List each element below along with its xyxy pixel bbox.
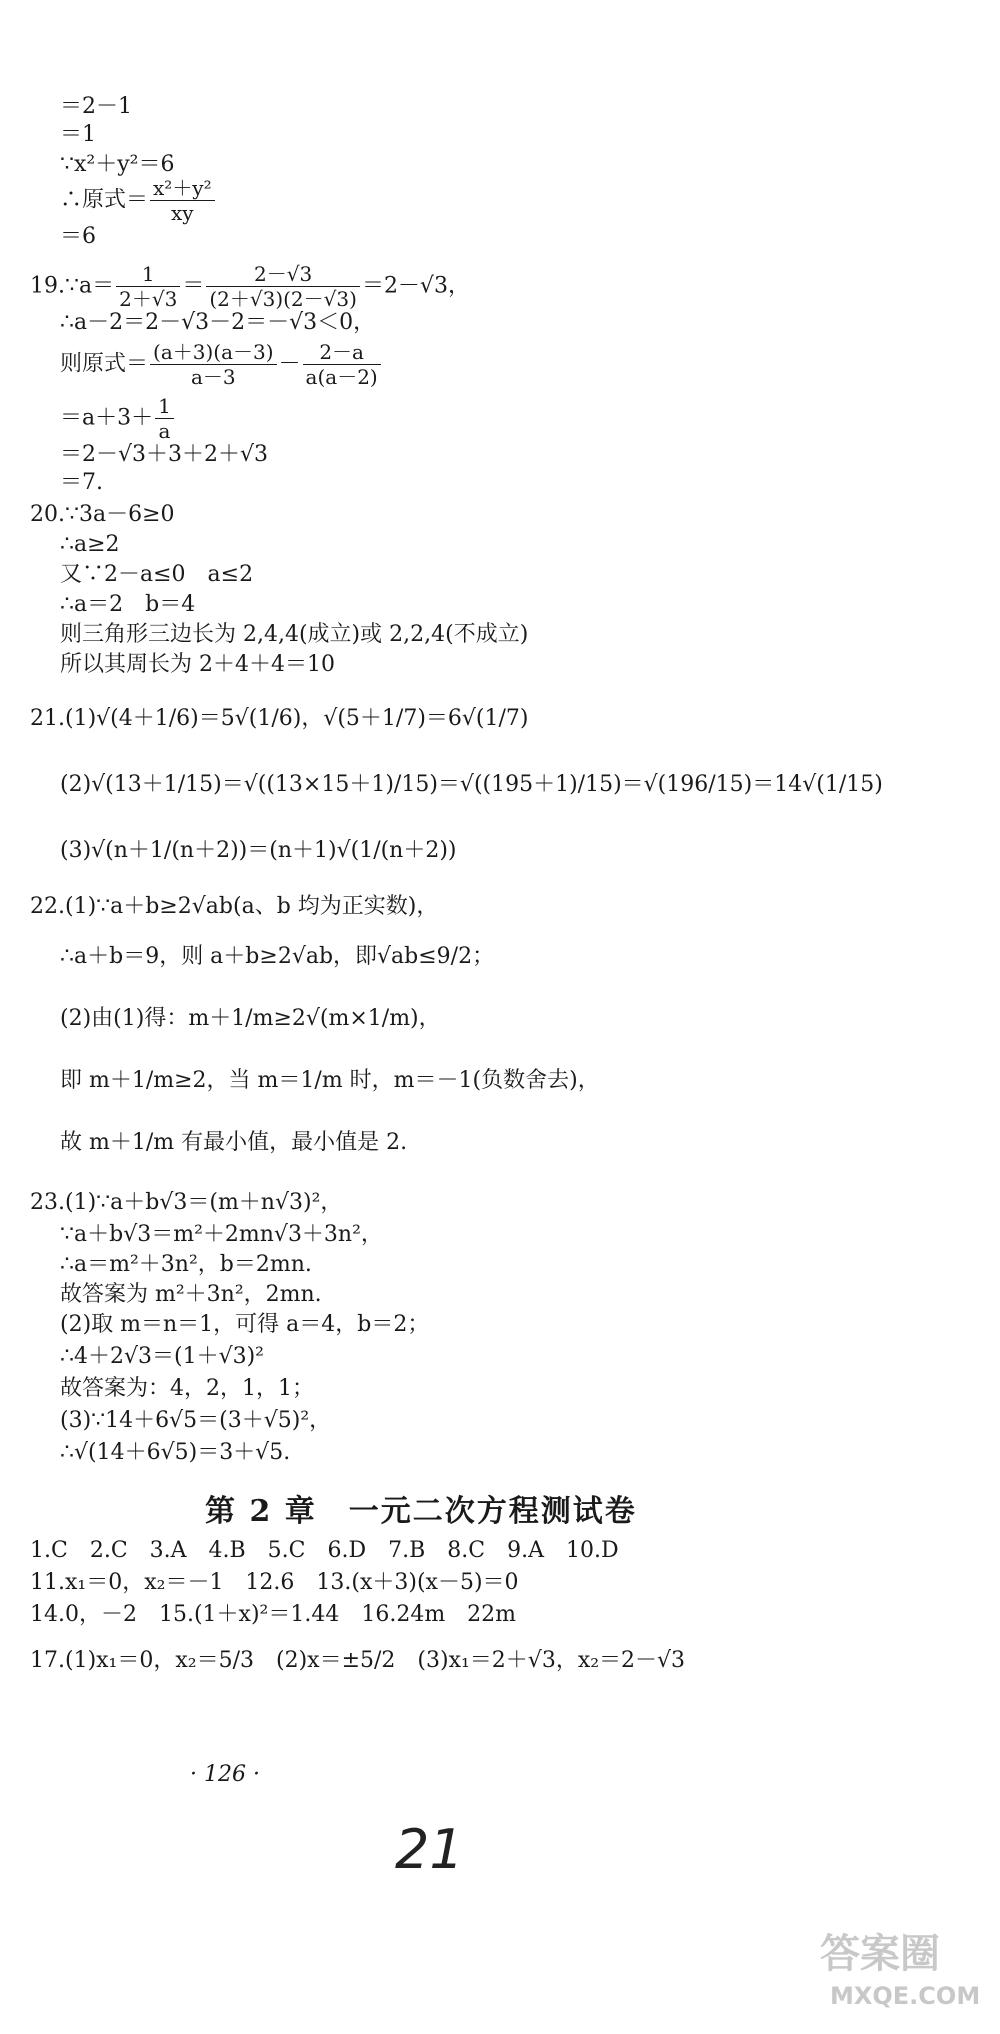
text-line: ＝7. (60, 470, 103, 495)
text-line: ∵a＋b√3＝m²＋2mn√3＋3n²， (60, 1222, 383, 1247)
text-line: ∵x²＋y²＝6 (60, 152, 175, 177)
text-line: (2)取 m＝n＝1，可得 a＝4，b＝2； (60, 1312, 430, 1337)
chapter-heading: 第 2 章 一元二次方程测试卷 (205, 1494, 637, 1529)
answer-line: 17.(1)x₁＝0，x₂＝5/3 (2)x＝±5/2 (3)x₁＝2＋√3，x₂＝2－√3 (30, 1648, 686, 1673)
fraction-denominator: a－3 (190, 365, 236, 389)
fraction-numerator: 2－a (303, 340, 381, 365)
text-line: (2)由(1)得：m＋1/m≥2√(m×1/m)， (60, 1006, 441, 1031)
answer-line: 14.0，－2 15.(1＋x)²＝1.44 16.24m 22m (30, 1602, 517, 1627)
fraction (116, 262, 180, 311)
text-fragment: ＝2－√3， (361, 273, 470, 299)
fraction (303, 340, 381, 389)
fraction (150, 340, 277, 389)
text-line: ∴a＝m²＋3n²，b＝2mn. (60, 1252, 312, 1277)
fraction (150, 176, 215, 225)
text-line (60, 176, 217, 225)
watermark-url: MXQE.COM (830, 1982, 981, 2010)
text-line: (3)√(n＋1/(n＋2))＝(n＋1)√(1/(n＋2)) (60, 838, 457, 863)
answer-line: 1.C 2.C 3.A 4.B 5.C 6.D 7.B 8.C 9.A 10.D (30, 1538, 619, 1563)
text-line: 即 m＋1/m≥2，当 m＝1/m 时，m＝－1(负数舍去)， (60, 1068, 600, 1093)
text-line: (2)√(13＋1/15)＝√((13×15＋1)/15)＝√((195＋1)/15)＝√(196/15)＝14√(1/15) (60, 772, 883, 797)
text-line: ∴4＋2√3＝(1＋√3)² (60, 1344, 265, 1369)
text-fragment: － (278, 351, 301, 377)
text-fragment: 19.∵a＝ (30, 273, 115, 299)
fraction (206, 262, 360, 311)
text-line: ∴a－2＝2－√3－2＝－√3＜0， (60, 310, 376, 335)
fraction-denominator: a(a－2) (305, 365, 378, 389)
text-line: ＝2－1 (60, 94, 132, 119)
text-line: 所以其周长为 2＋4＋4＝10 (60, 652, 335, 677)
text-line: 又∵2－a≤0 a≤2 (60, 562, 254, 587)
text-line: 故答案为：4，2，1，1； (60, 1376, 314, 1401)
problem-19-line (30, 262, 470, 311)
fraction-numerator: 2－√3 (206, 262, 360, 287)
text-fragment: ＝ (182, 273, 205, 299)
text-fragment: 则原式＝ (60, 351, 149, 377)
page-number: · 126 · (190, 1762, 260, 1787)
fraction-numerator: 1 (116, 262, 180, 287)
text-line: 故答案为 m²＋3n²，2mn. (60, 1282, 322, 1307)
text-line: 故 m＋1/m 有最小值，最小值是 2. (60, 1130, 408, 1155)
fraction-denominator: a (158, 419, 171, 443)
text-line: ∴a＋b＝9，则 a＋b≥2√ab，即√ab≤9/2； (60, 944, 495, 969)
text-line (60, 394, 176, 443)
text-fragment: ∴原式＝ (60, 187, 149, 213)
fraction (155, 394, 174, 443)
problem-21-line: 21.(1)√(4＋1/6)＝5√(1/6)，√(5＋1/7)＝6√(1/7) (30, 706, 529, 731)
text-fragment: ＝a＋3＋ (60, 405, 154, 431)
text-line: ＝6 (60, 224, 96, 249)
fraction-numerator: x²＋y² (150, 176, 215, 201)
text-line: ＝1 (60, 122, 96, 147)
problem-20-line: 20.∵3a－6≥0 (30, 502, 175, 527)
fraction-denominator: xy (171, 201, 194, 225)
handwritten-note: 21 (395, 1818, 464, 1881)
problem-22-line: 22.(1)∵a＋b≥2√ab(a、b 均为正实数)， (30, 894, 439, 919)
text-line: ∴√(14＋6√5)＝3＋√5. (60, 1440, 291, 1465)
text-line: ∴a＝2 b＝4 (60, 592, 196, 617)
fraction-numerator: 1 (155, 394, 174, 419)
problem-23-line: 23.(1)∵a＋b√3＝(m＋n√3)²， (30, 1190, 343, 1215)
fraction-denominator: (2＋√3)(2－√3) (209, 287, 357, 311)
answer-line: 11.x₁＝0，x₂＝－1 12.6 13.(x＋3)(x－5)＝0 (30, 1570, 519, 1595)
text-line: 则三角形三边长为 2,4,4(成立)或 2,2,4(不成立) (60, 622, 529, 647)
text-line: ∴a≥2 (60, 532, 120, 557)
text-line: (3)∵14＋6√5＝(3＋√5)²， (60, 1408, 332, 1433)
watermark-logo-text: 答案圈 (820, 1931, 940, 1977)
text-line: ＝2－√3＋3＋2＋√3 (60, 442, 269, 467)
text-line (60, 340, 383, 389)
fraction-numerator: (a＋3)(a－3) (150, 340, 277, 365)
fraction-denominator: 2＋√3 (119, 287, 178, 311)
